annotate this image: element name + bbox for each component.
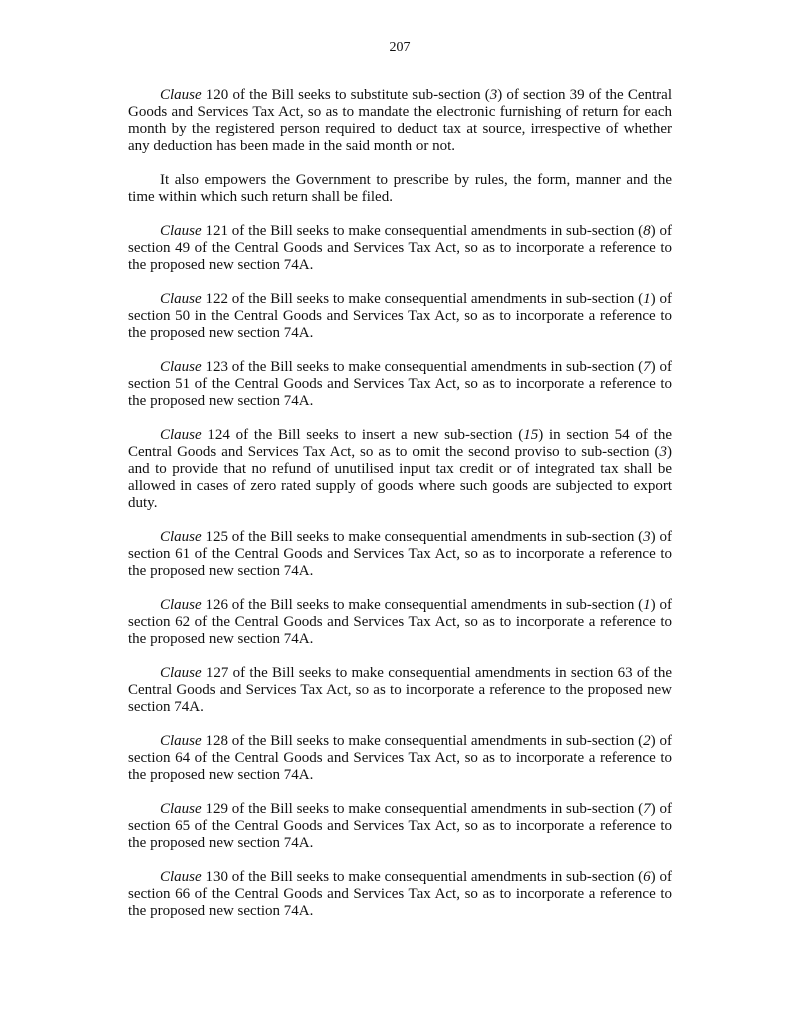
paragraph: Clause 128 of the Bill seeks to make consequential amendments in sub-section (2) of section 64 of the Central Goods and Services Tax Act, so as to incorporate a reference to the proposed new section 74A. [128,733,672,783]
paragraph: It also empowers the Government to prescribe by rules, the form, manner and the time within which such return shall be filed. [128,172,672,205]
paragraph: Clause 126 of the Bill seeks to make consequential amendments in sub-section (1) of section 62 of the Central Goods and Services Tax Act, so as to incorporate a reference to the proposed new section 74A. [128,597,672,647]
page-number: 207 [389,40,411,55]
paragraph: Clause 123 of the Bill seeks to make consequential amendments in sub-section (7) of section 51 of the Central Goods and Services Tax Act, so as to incorporate a reference to the proposed new section 74A. [128,359,672,409]
paragraph: Clause 122 of the Bill seeks to make consequential amendments in sub-section (1) of section 50 in the Central Goods and Services Tax Act, so as to incorporate a reference to the proposed new section 74A. [128,291,672,341]
paragraph: Clause 125 of the Bill seeks to make consequential amendments in sub-section (3) of section 61 of the Central Goods and Services Tax Act, so as to incorporate a reference to the proposed new section 74A. [128,529,672,579]
paragraph: Clause 127 of the Bill seeks to make consequential amendments in section 63 of the Central Goods and Services Tax Act, so as to incorporate a reference to the proposed new section 74A. [128,665,672,715]
paragraph: Clause 130 of the Bill seeks to make consequential amendments in sub-section (6) of section 66 of the Central Goods and Services Tax Act, so as to incorporate a reference to the proposed new section 74A. [128,869,672,919]
paragraph: Clause 129 of the Bill seeks to make consequential amendments in sub-section (7) of section 65 of the Central Goods and Services Tax Act, so as to incorporate a reference to the proposed new section 74A. [128,801,672,851]
paragraph: Clause 120 of the Bill seeks to substitute sub-section (3) of section 39 of the Central Goods and Services Tax Act, so as to mandate the electronic furnishing of return for each month by the registered person required to deduct tax at source, irrespective of whether any deduction has been made in the said month or not. [128,87,672,154]
document-body [128,87,672,937]
paragraph: Clause 124 of the Bill seeks to insert a new sub-section (15) in section 54 of the Central Goods and Services Tax Act, so as to omit the second proviso to sub-section (3) and to provide that no refund of unutilised input tax credit or of integrated tax shall be allowed in cases of zero rated supply of goods where such goods are subjected to export duty. [128,427,672,511]
paragraph: Clause 121 of the Bill seeks to make consequential amendments in sub-section (8) of section 49 of the Central Goods and Services Tax Act, so as to incorporate a reference to the proposed new section 74A. [128,223,672,273]
